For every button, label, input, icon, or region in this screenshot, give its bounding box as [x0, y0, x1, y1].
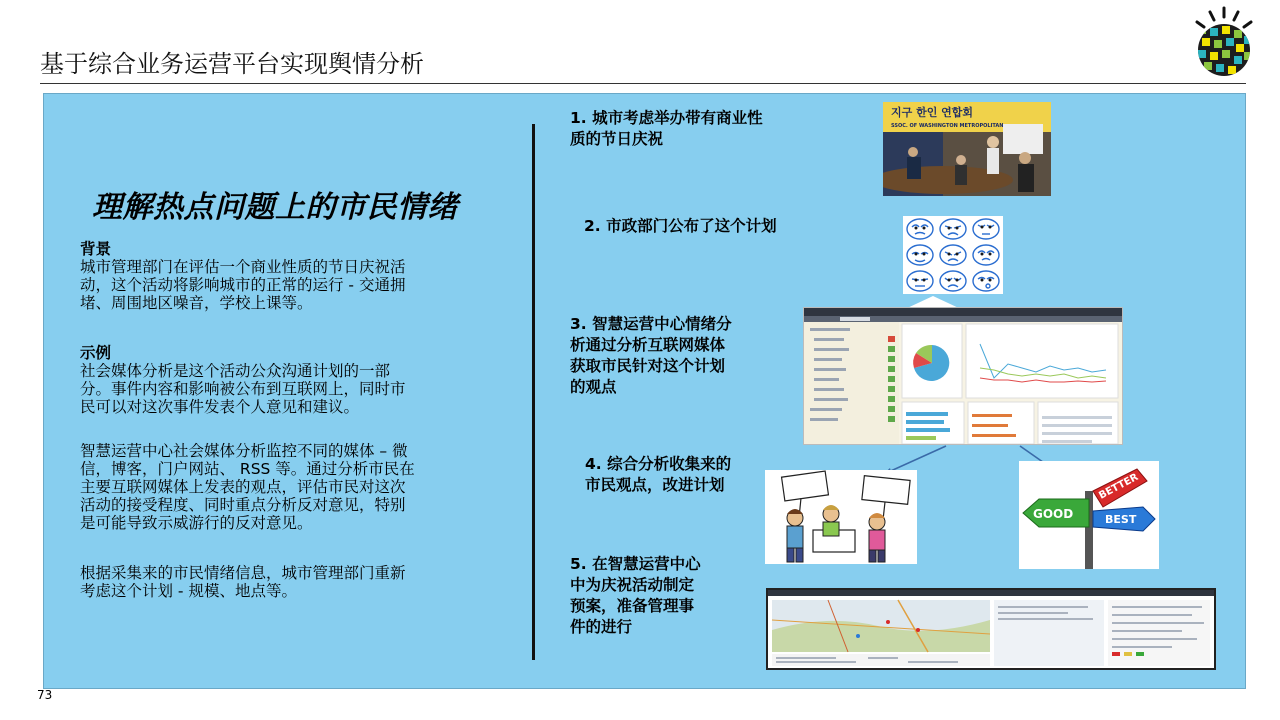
- section-heading: 理解热点问题上的市民情绪: [92, 190, 458, 225]
- background-line: 动，这个活动将影响城市的正常的运行 - 交通拥: [80, 276, 406, 294]
- company-logo: [1188, 4, 1260, 78]
- page-number: 73: [37, 688, 53, 702]
- example-line: 民可以对这次事件发表个人意见和建议。: [80, 398, 360, 416]
- reconsider-block: [80, 564, 480, 600]
- reconsider-line: 考虑这个计划 - 规模、地点等。: [80, 582, 297, 600]
- step-4-line: 4. 综合分析收集来的: [585, 455, 732, 473]
- step-5-line: 预案，准备管理事: [570, 597, 695, 615]
- reconsider-line: 根据采集来的市民情绪信息，城市管理部门重新: [80, 564, 406, 582]
- step-3-line: 析通过分析互联网媒体: [570, 336, 726, 354]
- sign-better-text: BETTER: [1097, 471, 1141, 502]
- sign-good-text: GOOD: [1033, 507, 1074, 521]
- step-1-line: 1. 城市考虑举办带有商业性: [570, 109, 763, 127]
- background-block: [80, 240, 480, 312]
- sentiment-dashboard-screenshot: [803, 307, 1123, 445]
- slide-title: 基于综合业务运营平台实现舆情分析: [40, 50, 424, 78]
- media-analysis-line: 是可能导致示威游行的反对意见。: [80, 514, 313, 532]
- step-4: [585, 454, 731, 496]
- emotion-faces-image: [903, 216, 1003, 294]
- vertical-divider: [532, 124, 535, 660]
- step-5: [570, 554, 701, 638]
- background-line: 城市管理部门在评估一个商业性质的节日庆祝活: [80, 258, 406, 276]
- sign-best-text: BEST: [1105, 513, 1137, 526]
- step-4-line: 市民观点，改进计划: [585, 476, 725, 494]
- example-block: [80, 344, 480, 416]
- photo-sign-text: 지구 한인 연합회: [891, 106, 974, 119]
- step-1: [570, 108, 763, 150]
- example-line: 社会媒体分析是这个活动公众沟通计划的一部: [80, 362, 391, 380]
- example-title: 示例: [80, 344, 112, 362]
- operations-center-screenshot: [766, 588, 1216, 670]
- step-2-line: 2. 市政部门公布了这个计划: [584, 217, 777, 235]
- good-better-best-signpost: [1019, 461, 1159, 569]
- step-5-line: 中为庆祝活动制定: [570, 576, 695, 594]
- meeting-photo: [883, 102, 1051, 196]
- step-1-line: 质的节日庆祝: [570, 130, 664, 148]
- photo-sign-subtext: SSOC. OF WASHINGTON METROPOLITAN: [891, 123, 1004, 129]
- title-rule: [40, 83, 1246, 84]
- media-analysis-line: 主要互联网媒体上发表的观点，评估市民对这次: [80, 478, 406, 496]
- step-3-line: 3. 智慧运营中心情绪分: [570, 315, 732, 333]
- media-analysis-block: [80, 442, 480, 532]
- step-2: [584, 216, 777, 237]
- step-5-line: 5. 在智慧运营中心: [570, 555, 701, 573]
- step-3: [570, 314, 732, 398]
- media-analysis-line: 智慧运营中心社会媒体分析监控不同的媒体 – 微: [80, 442, 408, 460]
- emotion-faces-grid: [903, 216, 1003, 294]
- step-3-line: 获取市民针对这个计划: [570, 357, 726, 375]
- example-line: 分。事件内容和影响被公布到互联网上，同时市: [80, 380, 406, 398]
- media-analysis-line: 信，博客，门户网站、 RSS 等。通过分析市民在: [80, 460, 415, 478]
- background-title: 背景: [80, 240, 112, 258]
- media-analysis-line: 活动的接受程度、同时重点分析反对意见，特别: [80, 496, 406, 514]
- protesters-illustration: [765, 470, 917, 564]
- background-line: 堵、周围地区噪音，学校上课等。: [80, 294, 313, 312]
- step-5-line: 件的进行: [570, 618, 633, 636]
- step-3-line: 的观点: [570, 378, 617, 396]
